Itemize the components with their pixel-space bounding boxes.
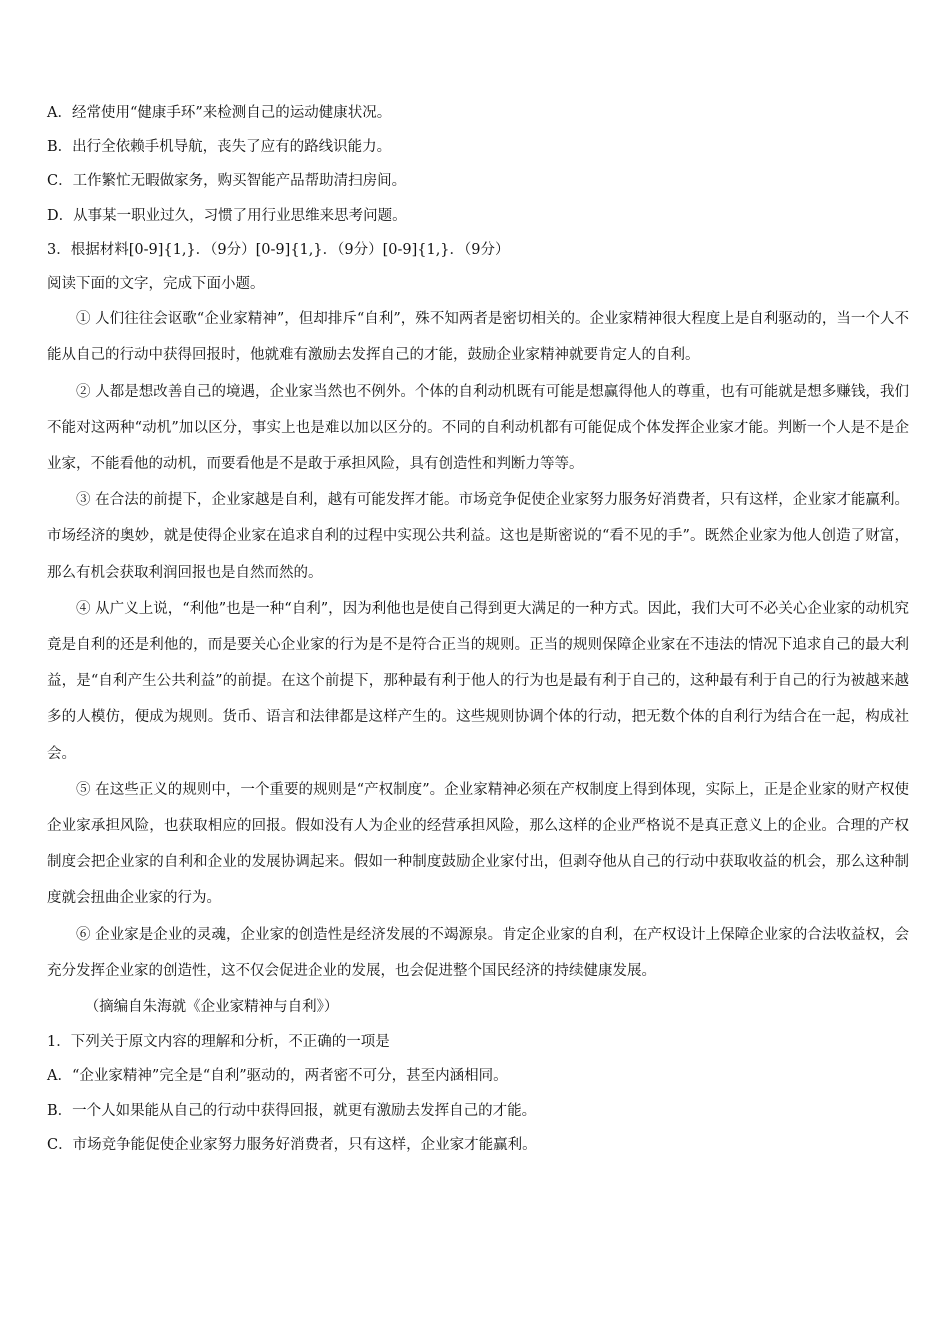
question-1-option-a: A．“企业家精神”完全是“自利”驱动的，两者密不可分，甚至内涵相同。: [47, 1068, 508, 1085]
question-1-option-b: B．一个人如果能从自己的行动中获得回报，就更有激励去发挥自己的才能。: [47, 1102, 537, 1119]
passage-source: （摘编自朱海就《企业家精神与自利》）: [84, 999, 339, 1016]
option-d: D．从事某一职业过久，习惯了用行业思维来思考问题。: [47, 207, 407, 224]
document-page: [47, 96, 909, 1162]
option-c: C．工作繁忙无暇做家务，购买智能产品帮助清扫房间。: [47, 173, 407, 190]
reading-instruction: 阅读下面的文字，完成下面小题。: [47, 276, 265, 293]
passage-paragraph-4: ④ 从广义上说，“利他”也是一种“自利”，因为利他也是使自己得到更大满足的一种方式。因此，我们大可不必关心企业家的动机究竟是自利的还是利他的，而是要关心企业家的行为是不是符合正当的规则。正当的规则保障企业家在不违法的情况下追求自己的最大利益，是“自利产生公共利益”的前提。在这个前提下，那种最有利于他人的行为也是最有利于自己的，这种最有利于自己的行为被越来越多的人模仿，便成为规则。货币、语言和法律都是这样产生的。这些规则协调个体的行动，把无数个体的自利行为结合在一起，构成社会。: [47, 600, 909, 762]
option-a: A．经常使用“健康手环”来检测自己的运动健康状况。: [47, 105, 392, 121]
passage-paragraph-2: ② 人都是想改善自己的境遇，企业家当然也不例外。个体的自利动机既有可能是想赢得他人的尊重，也有可能就是想多赚钱，我们不能对这两种“动机”加以区分，事实上也是难以加以区分的。不同的自利动机都有可能促成个体发挥企业家才能。判断一个人是不是企业家，不能看他的动机，而要看他是不是敢于承担风险，具有创造性和判断力等等。: [47, 383, 909, 473]
question-3: 3．根据材料[0-9]{1,}．（9分）[0-9]{1,}．（9分）[0-9]{1,}．（9分）: [47, 241, 510, 258]
question-1-option-c: C．市场竞争能促使企业家努力服务好消费者，只有这样，企业家才能赢利。: [47, 1136, 537, 1153]
passage-paragraph-1: ① 人们往往会讴歌“企业家精神”，但却排斥“自利”，殊不知两者是密切相关的。企业家精神很大程度上是自利驱动的，当一个人不能从自己的行动中获得回报时，他就难有激励去发挥自己的才能，鼓励企业家精神就要肯定人的自利。: [47, 311, 909, 364]
question-1-stem: 1．下列关于原文内容的理解和分析，不正确的一项是: [47, 1034, 390, 1051]
passage-paragraph-6: ⑥ 企业家是企业的灵魂，企业家的创造性是经济发展的不竭源泉。肯定企业家的自利，在产权设计上保障企业家的合法收益权，会充分发挥企业家的创造性，这不仅会促进企业的发展，也会促进整个国民经济的持续健康发展。: [47, 926, 909, 979]
passage-paragraph-3: ③ 在合法的前提下，企业家越是自利，越有可能发挥才能。市场竞争促使企业家努力服务好消费者，只有这样，企业家才能赢利。市场经济的奥妙，就是使得企业家在追求自利的过程中实现公共利益。这也是斯密说的“看不见的手”。既然企业家为他人创造了财富，那么有机会获取利润回报也是自然而然的。: [47, 492, 909, 581]
passage-paragraph-5: ⑤ 在这些正义的规则中，一个重要的规则是“产权制度”。企业家精神必须在产权制度上得到体现，实际上，正是企业家的财产权使企业家承担风险，也获取相应的回报。假如没有人为企业的经营承担风险，那么这样的企业严格说不是真正意义上的企业。合理的产权制度会把企业家的自利和企业的发展协调起来。假如一种制度鼓励企业家付出，但剥夺他从自己的行动中获取收益的机会，那么这种制度就会扭曲企业家的行为。: [47, 781, 909, 907]
option-b: B．出行全依赖手机导航，丧失了应有的路线识能力。: [47, 139, 392, 156]
